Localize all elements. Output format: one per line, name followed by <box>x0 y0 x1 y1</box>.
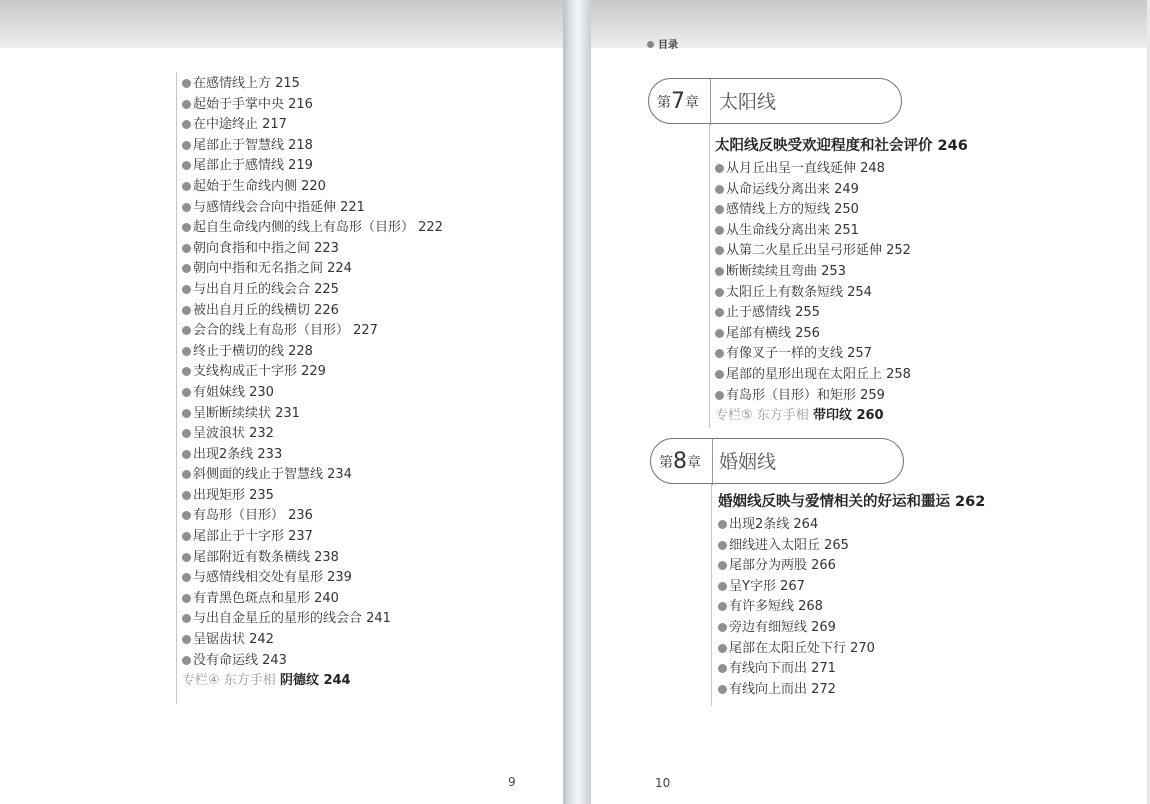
toc-item-label: 有青黑色斑点和星形 240 <box>193 590 339 606</box>
bullet-icon <box>715 246 724 255</box>
bullet-icon <box>182 635 191 644</box>
toc-item-label: 感情线上方的短线 250 <box>726 202 859 218</box>
chapter-7-heading[interactable]: 太阳线反映受欢迎程度和社会评价 246 <box>715 138 968 154</box>
bullet-icon <box>715 329 724 338</box>
bullet-icon <box>718 685 727 694</box>
toc-item[interactable] <box>182 362 443 383</box>
toc-item-label: 呈波浪状 232 <box>193 426 274 442</box>
chapter-7-list <box>715 159 911 406</box>
toc-item-label: 从月丘出呈一直线延伸 248 <box>726 161 885 176</box>
toc-item-label: 尾部止于智慧线 218 <box>193 137 313 153</box>
toc-item-label: 从命运线分离出来 249 <box>726 181 859 197</box>
toc-item-label: 朝向食指和中指之间 223 <box>193 240 339 256</box>
bullet-icon <box>182 470 191 479</box>
column-title: 带印纹 260 <box>812 408 884 423</box>
toc-item-label: 在感情线上方 215 <box>193 76 300 91</box>
toc-item[interactable] <box>182 486 443 507</box>
chapter-title: 太阳线 <box>719 91 777 113</box>
toc-item[interactable] <box>182 136 443 157</box>
bullet-icon <box>182 326 191 335</box>
toc-item[interactable] <box>715 365 911 386</box>
chapter-7-rule <box>709 124 710 428</box>
toc-item[interactable] <box>718 556 875 577</box>
bullet-icon <box>715 288 724 297</box>
toc-item[interactable] <box>182 630 443 651</box>
toc-item[interactable] <box>182 280 443 301</box>
bullet-icon <box>718 561 727 570</box>
toc-item[interactable] <box>715 344 911 365</box>
toc-item-label: 细线进入太阳丘 265 <box>729 537 849 553</box>
bullet-icon <box>715 308 724 317</box>
toc-item-label: 尾部止于感情线 219 <box>193 158 313 174</box>
chapter-number: 第8章 <box>659 449 701 474</box>
bullet-icon <box>182 573 191 582</box>
bullet-icon <box>182 491 191 500</box>
bullet-icon <box>715 226 724 235</box>
bullet-icon <box>647 41 654 48</box>
toc-item[interactable] <box>182 342 443 363</box>
toc-item-label: 与感情线相交处有星形 239 <box>193 570 352 586</box>
toc-item-label: 有岛形（目形）和矩形 259 <box>726 387 885 403</box>
toc-item[interactable] <box>182 115 443 136</box>
toc-item-label: 出现2条线 264 <box>729 517 819 532</box>
toc-item-label: 有线向上而出 272 <box>729 681 836 697</box>
bullet-icon <box>715 391 724 400</box>
bullet-icon <box>715 267 724 276</box>
toc-item[interactable] <box>182 465 443 486</box>
bullet-icon <box>182 100 191 109</box>
toc-item-label: 有岛形（目形） 236 <box>193 508 313 524</box>
toc-item-label: 斜侧面的线止于智慧线 234 <box>193 467 352 483</box>
toc-item-label: 呈锯齿状 242 <box>193 632 274 648</box>
toc-item[interactable] <box>182 177 443 198</box>
bullet-icon <box>182 614 191 623</box>
toc-item[interactable] <box>182 527 443 548</box>
toc-item[interactable] <box>718 536 875 557</box>
bullet-icon <box>182 79 191 88</box>
toc-item[interactable] <box>715 386 911 407</box>
column-title: 阴德纹 244 <box>279 673 351 688</box>
toc-item[interactable] <box>182 218 443 239</box>
toc-item-label: 从第二火星丘出呈弓形延伸 252 <box>726 243 911 259</box>
toc-item[interactable] <box>718 515 875 536</box>
right-column-entry[interactable] <box>715 406 884 427</box>
bullet-icon <box>182 409 191 418</box>
bullet-icon <box>182 511 191 520</box>
toc-item[interactable] <box>715 221 911 242</box>
chapter-8-rule <box>711 484 712 706</box>
bullet-icon <box>715 205 724 214</box>
right-page <box>591 0 1147 804</box>
toc-item[interactable] <box>718 597 875 618</box>
toc-item-label: 尾部的星形出现在太阳丘上 258 <box>726 366 911 382</box>
chapter-7-header[interactable] <box>648 78 902 124</box>
toc-item[interactable] <box>182 95 443 116</box>
bullet-icon <box>182 367 191 376</box>
toc-item-label: 终止于横切的线 228 <box>193 343 313 359</box>
toc-item[interactable] <box>715 159 911 180</box>
toc-item-label: 太阳丘上有数条短线 254 <box>726 284 872 300</box>
toc-item[interactable] <box>182 198 443 219</box>
bullet-icon <box>182 450 191 459</box>
bullet-icon <box>182 656 191 665</box>
toc-item-label: 尾部止于十字形 237 <box>193 529 313 545</box>
bullet-icon <box>182 182 191 191</box>
toc-item[interactable] <box>182 609 443 630</box>
toc-item[interactable] <box>182 651 443 672</box>
toc-item-label: 起始于生命线内侧 220 <box>193 178 326 194</box>
toc-item[interactable] <box>182 424 443 445</box>
bullet-icon <box>182 203 191 212</box>
toc-item[interactable] <box>182 568 443 589</box>
toc-item-label: 断断续续且弯曲 253 <box>726 263 846 279</box>
bullet-icon <box>715 349 724 358</box>
toc-item[interactable] <box>715 283 911 304</box>
toc-item-label: 朝向中指和无名指之间 224 <box>193 261 352 277</box>
toc-item-label: 从生命线分离出来 251 <box>726 222 859 238</box>
bullet-icon <box>182 594 191 603</box>
bullet-icon <box>182 120 191 129</box>
left-page <box>0 0 563 804</box>
column-prefix: 专栏⑤ 东方手相 <box>715 408 809 423</box>
toc-item[interactable] <box>715 324 911 345</box>
bullet-icon <box>718 582 727 591</box>
toc-item-label: 尾部有横线 256 <box>726 325 820 341</box>
right-page-number: 10 <box>655 776 671 790</box>
bullet-icon <box>182 141 191 150</box>
toc-item[interactable] <box>182 156 443 177</box>
toc-item[interactable] <box>718 639 875 660</box>
chapter-8-list <box>718 515 875 700</box>
toc-item[interactable] <box>182 321 443 342</box>
toc-item-label: 旁边有细短线 269 <box>729 619 836 635</box>
bullet-icon <box>718 664 727 673</box>
left-column-entry[interactable] <box>182 671 351 692</box>
bullet-icon <box>182 532 191 541</box>
toc-item[interactable] <box>718 577 875 598</box>
bullet-icon <box>182 223 191 232</box>
toc-item-label: 起自生命线内侧的线上有岛形（目形） 222 <box>193 220 443 236</box>
toc-item[interactable] <box>182 74 443 95</box>
toc-item[interactable] <box>182 404 443 425</box>
running-head-label: 目录 <box>658 40 678 51</box>
bullet-icon <box>715 164 724 173</box>
chapter-number: 第7章 <box>657 89 699 114</box>
bullet-icon <box>182 347 191 356</box>
toc-item-label: 有线向下而出 271 <box>729 661 836 677</box>
toc-item-label: 呈Y字形 267 <box>729 578 805 594</box>
left-header-band <box>0 0 563 48</box>
toc-item-label: 被出自月丘的线横切 226 <box>193 302 339 318</box>
toc-item[interactable] <box>182 259 443 280</box>
toc-item-label: 呈断断续续状 231 <box>193 405 300 421</box>
toc-item[interactable] <box>718 659 875 680</box>
toc-item-label: 出现矩形 235 <box>193 487 274 503</box>
toc-item[interactable] <box>715 303 911 324</box>
toc-item-label: 有许多短线 268 <box>729 599 823 615</box>
bullet-icon <box>182 553 191 562</box>
toc-item[interactable] <box>715 241 911 262</box>
left-page-number: 9 <box>508 775 516 789</box>
bullet-icon <box>718 541 727 550</box>
toc-item-label: 尾部附近有数条横线 238 <box>193 549 339 565</box>
toc-item[interactable] <box>182 506 443 527</box>
toc-item-label: 与出自金星丘的星形的线会合 241 <box>193 611 391 627</box>
running-head <box>647 36 678 51</box>
bullet-icon <box>182 388 191 397</box>
toc-item[interactable] <box>182 383 443 404</box>
left-toc-list <box>182 74 443 671</box>
bullet-icon <box>718 644 727 653</box>
toc-item-label: 支线构成正十字形 229 <box>193 364 326 380</box>
toc-item-label: 没有命运线 243 <box>193 652 287 668</box>
toc-item[interactable] <box>182 445 443 466</box>
toc-item-label: 与感情线会合向中指延伸 221 <box>193 199 365 215</box>
book-gutter <box>563 0 591 804</box>
toc-item[interactable] <box>182 239 443 260</box>
toc-item-label: 会合的线上有岛形（目形） 227 <box>193 323 378 339</box>
bullet-icon <box>715 185 724 194</box>
toc-item-label: 出现2条线 233 <box>193 446 283 462</box>
bullet-icon <box>718 623 727 632</box>
toc-item[interactable] <box>182 589 443 610</box>
toc-item[interactable] <box>715 262 911 283</box>
toc-item-label: 起始于手掌中央 216 <box>193 96 313 112</box>
bullet-icon <box>182 285 191 294</box>
chapter-divider <box>712 439 713 485</box>
toc-item[interactable] <box>718 680 875 701</box>
toc-item[interactable] <box>715 200 911 221</box>
bullet-icon <box>182 429 191 438</box>
chapter-8-header[interactable] <box>650 438 904 484</box>
bullet-icon <box>182 264 191 273</box>
bullet-icon <box>718 602 727 611</box>
column-prefix: 专栏④ 东方手相 <box>182 673 276 688</box>
bullet-icon <box>182 244 191 253</box>
bullet-icon <box>182 161 191 170</box>
bullet-icon <box>715 370 724 379</box>
bullet-icon <box>182 306 191 315</box>
toc-item-label: 在中途终止 217 <box>193 117 287 133</box>
toc-item[interactable] <box>718 618 875 639</box>
left-margin-rule <box>176 72 177 704</box>
chapter-title: 婚姻线 <box>719 451 777 473</box>
chapter-divider <box>710 79 711 125</box>
toc-item-label: 尾部在太阳丘处下行 270 <box>729 640 875 656</box>
toc-item-label: 尾部分为两股 266 <box>729 558 836 574</box>
bullet-icon <box>718 520 727 529</box>
toc-item[interactable] <box>715 180 911 201</box>
toc-item-label: 有像叉子一样的支线 257 <box>726 346 872 362</box>
toc-item-label: 与出自月丘的线会合 225 <box>193 281 339 297</box>
toc-item[interactable] <box>182 548 443 569</box>
toc-item-label: 有姐妹线 230 <box>193 384 274 400</box>
toc-item-label: 止于感情线 255 <box>726 305 820 321</box>
chapter-8-heading[interactable]: 婚姻线反映与爱情相关的好运和噩运 262 <box>718 494 986 510</box>
toc-item[interactable] <box>182 301 443 322</box>
